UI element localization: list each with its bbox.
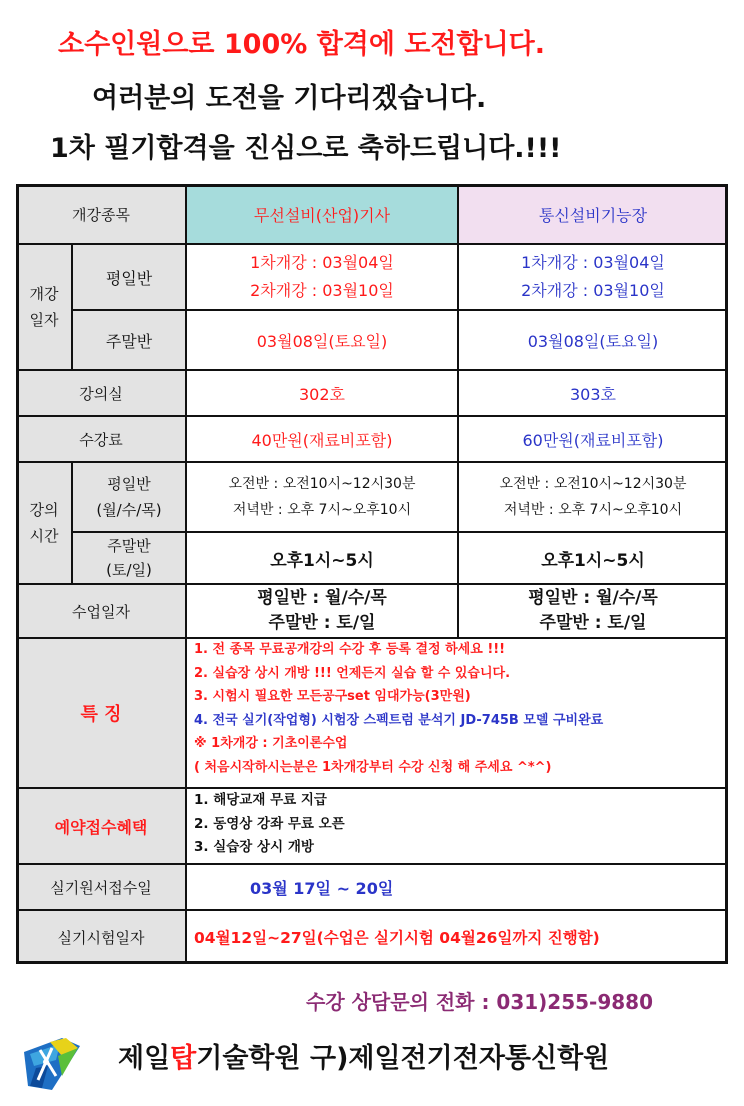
features-label-text: 특 징: [80, 704, 122, 725]
contact-phone: 수강 상담문의 전화 : 031)255-9880: [306, 990, 654, 1014]
course1-weekday-time: [186, 462, 458, 532]
start-date-label-text: 개강 일자: [29, 285, 59, 329]
course2-header: [458, 184, 728, 244]
academy-name-suffix: 기술학원 구)제일전기전자통신학원: [196, 1043, 610, 1074]
exam-label: [16, 910, 186, 964]
lecture-weekday-label-1: 평일반: [107, 475, 151, 493]
lecture-weekend-label-2: (토/일): [106, 561, 152, 579]
exam-label-text: 실기시험일자: [57, 928, 145, 947]
academy-name-highlight: 탑: [170, 1043, 197, 1074]
table-row-line-10: [16, 863, 728, 865]
table-row-line-3: [16, 369, 728, 371]
course2-fee: [458, 416, 728, 462]
table-row-line-7: [16, 583, 728, 585]
application-value-text: 03월 17일 ~ 20일: [250, 878, 394, 898]
fee-label-text: 수강료: [79, 430, 123, 449]
course2-class-days: [458, 584, 728, 638]
course2-weekend-time-text: 오후1시~5시: [541, 550, 645, 571]
table-border-right: [725, 184, 728, 964]
course2-first-start: 1차개강 : 03월04일: [521, 253, 665, 272]
course2-fee-text: 60만원(재료비포함): [522, 430, 664, 450]
benefits-list: [194, 789, 345, 860]
course2-weekend-days: 주말반 : 토/일: [539, 613, 647, 633]
table-col-divider-2: [457, 184, 459, 638]
feature-item: 3. 시험시 필요한 모든공구set 임대가능(3만원): [194, 689, 471, 705]
course1-name: 무선설비(산업)기사: [253, 205, 391, 225]
table-border-bottom: [16, 961, 728, 964]
lecture-weekend-label-1: 주말반: [107, 537, 151, 555]
course2-evening-time: 저녁반 : 오후 7시~오후10시: [503, 502, 683, 518]
table-border-top: [16, 184, 728, 187]
course1-weekday-start: [186, 244, 458, 310]
lecture-weekday-label: [72, 462, 186, 532]
course1-class-days: [186, 584, 458, 638]
course1-weekend-time: [186, 532, 458, 584]
table-row-line-1: [16, 243, 728, 245]
table-row-line-2: [72, 309, 728, 311]
course1-classroom: [186, 370, 458, 416]
lecture-weekday-label-2: (월/수/목): [96, 501, 162, 519]
course2-morning-time: 오전반 : 오전10시~12시30분: [499, 476, 687, 492]
classroom-label-text: 강의실: [79, 384, 123, 403]
header-label: 개강종목: [72, 205, 130, 224]
header-label-cell: [16, 184, 186, 244]
application-value: [186, 864, 728, 910]
benefits-label: [16, 788, 186, 864]
course2-weekday-start: [458, 244, 728, 310]
course2-weekend-start: [458, 310, 728, 370]
table-border-left: [16, 184, 19, 964]
start-weekend-label: [72, 310, 186, 370]
benefit-item: 2. 동영상 강좌 무료 오픈: [194, 815, 345, 832]
course1-first-start: 1차개강 : 03월04일: [250, 253, 394, 272]
lecture-time-label: [16, 462, 72, 584]
feature-item: 1. 전 종목 무료공개강의 수강 후 등록 결정 하세요 !!!: [194, 642, 506, 657]
application-label: [16, 864, 186, 910]
course-table: [16, 184, 728, 964]
course2-name: 통신설비기능장: [538, 205, 648, 225]
academy-name-prefix: 제일: [118, 1043, 171, 1074]
headline-3: 1차 필기합격을 진심으로 축하드립니다.!!!: [50, 133, 562, 164]
course2-second-start: 2차개강 : 03월10일: [521, 281, 665, 300]
class-days-label: [16, 584, 186, 638]
benefit-item: 1. 해당교재 무료 지급: [194, 792, 327, 808]
course1-weekend-time-text: 오후1시~5시: [270, 550, 374, 571]
course2-weekend-start-text: 03월08일(토요일): [527, 331, 659, 351]
feature-item: 2. 실습장 상시 개방 !!! 언제든지 실습 할 수 있습니다.: [194, 665, 511, 681]
table-row-line-6: [72, 531, 728, 533]
course2-classroom-text: 303호: [570, 384, 616, 404]
course1-morning-time: 오전반 : 오전10시~12시30분: [228, 476, 416, 492]
course1-second-start: 2차개강 : 03월10일: [250, 281, 394, 300]
fee-label: [16, 416, 186, 462]
lecture-weekend-label: [72, 532, 186, 584]
application-label-text: 실기원서접수일: [50, 878, 152, 897]
course1-weekend-start-text: 03월08일(토요일): [256, 331, 388, 351]
course2-weekday-days: 평일반 : 월/수/목: [528, 588, 658, 608]
headline-2: 여러분의 도전을 기다리겠습니다.: [92, 83, 487, 114]
start-weekday-label-text: 평일반: [105, 268, 153, 288]
exam-value-text: 04월12일~27일(수업은 실기시험 04월26일까지 진행함): [194, 929, 600, 947]
course1-classroom-text: 302호: [299, 384, 345, 404]
table-sub-divider-1: [71, 244, 73, 370]
headline-1: 소수인원으로 100% 합격에 도전합니다.: [58, 29, 546, 60]
course1-header: [186, 184, 458, 244]
lecture-time-label-text: 강의 시간: [29, 501, 59, 545]
course1-weekend-start: [186, 310, 458, 370]
exam-value: [186, 910, 728, 964]
course2-classroom: [458, 370, 728, 416]
course2-weekday-time: [458, 462, 728, 532]
start-date-label: [16, 244, 72, 370]
course2-weekend-time: [458, 532, 728, 584]
course1-evening-time: 저녁반 : 오후 7시~오후10시: [232, 502, 412, 518]
features-label: [16, 638, 186, 788]
table-row-line-5: [16, 461, 728, 463]
benefits-label-text: 예약접수혜택: [54, 817, 148, 837]
course1-fee-text: 40만원(재료비포함): [251, 430, 393, 450]
start-weekday-label: [72, 244, 186, 310]
start-weekend-label-text: 주말반: [105, 331, 153, 351]
table-sub-divider-2: [71, 462, 73, 584]
features-list: [194, 638, 603, 780]
feature-item: 4. 전국 실기(작업형) 시험장 스펙트럼 분석기 JD-745B 모델 구비완료: [194, 712, 604, 728]
table-row-line-4: [16, 415, 728, 417]
academy-logo-icon: [22, 1036, 82, 1092]
feature-item: ※ 1차개강 : 기초이론수업: [194, 736, 348, 752]
course1-fee: [186, 416, 458, 462]
benefit-item: 3. 실습장 상시 개방: [194, 839, 314, 855]
course1-weekend-days: 주말반 : 토/일: [268, 613, 376, 633]
table-row-line-9: [16, 787, 728, 789]
class-days-label-text: 수업일자: [72, 602, 130, 621]
classroom-label: [16, 370, 186, 416]
course1-weekday-days: 평일반 : 월/수/목: [257, 588, 387, 608]
feature-item: ( 처음시작하시는분은 1차개강부터 수강 신청 해 주세요 ^*^): [194, 759, 552, 775]
academy-name: [118, 1036, 609, 1075]
table-col-divider-1: [185, 184, 187, 964]
table-row-line-11: [16, 909, 728, 911]
